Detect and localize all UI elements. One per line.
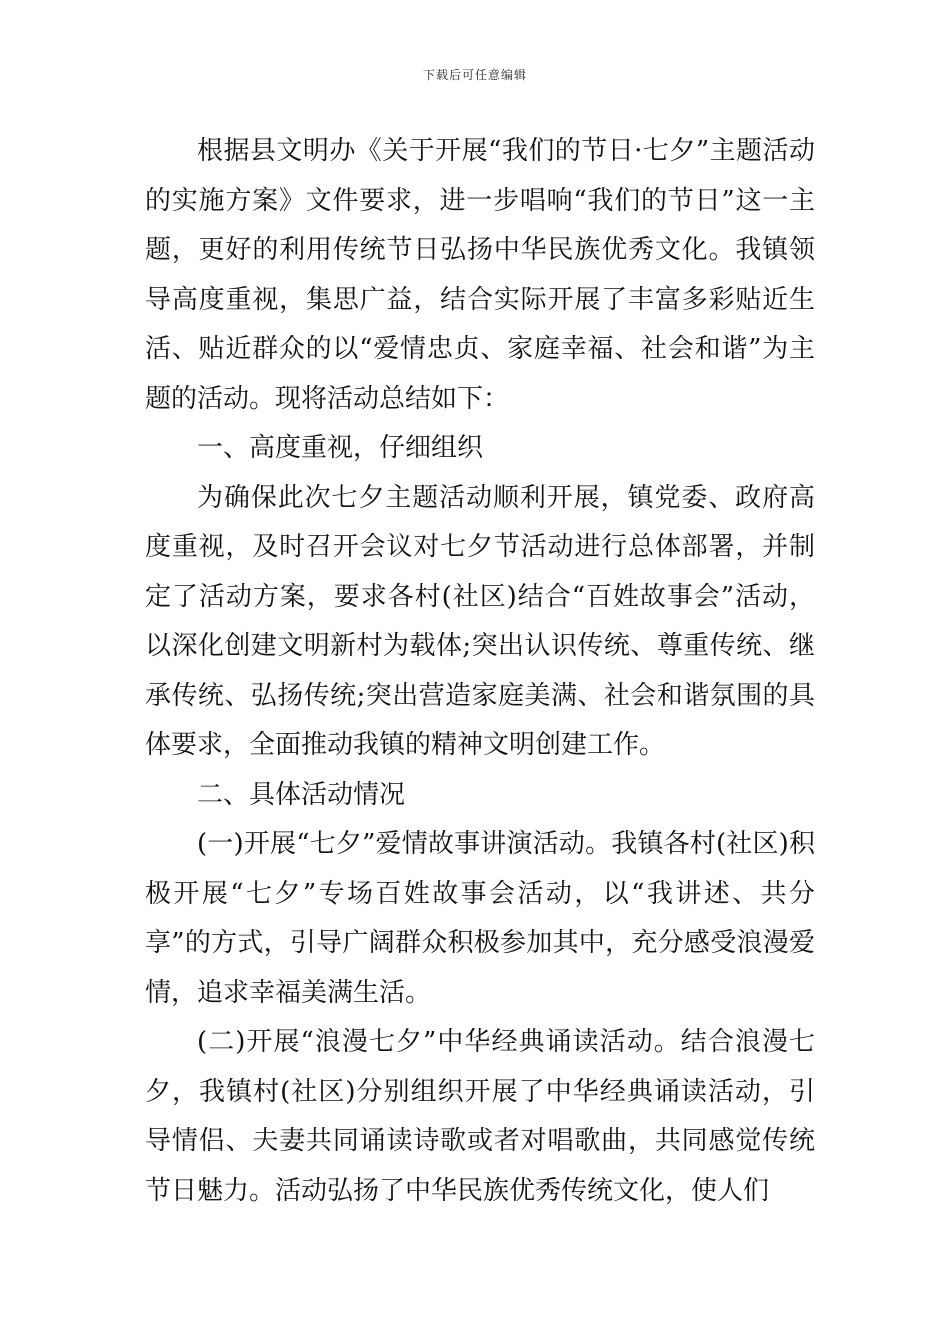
page-header-note: 下载后可任意编辑 [422, 68, 527, 82]
paragraph-intro: 根据县文明办《关于开展“我们的节日·七夕”主题活动的实施方案》文件要求，进一步唱响“我们的节日”这一主题，更好的利用传统节日弘扬中华民族优秀文化。我镇领导高度重视，集思广益，结合实际开展了丰富多彩贴近生活、贴近群众的以“爱情忠贞、家庭幸福、社会和谐”为主题的活动。现将活动总结如下： [145, 136, 815, 414]
section-heading-2: 二、具体活动情况 [197, 779, 406, 810]
paragraph-activity-1: (一)开展“七夕”爱情故事讲演活动。我镇各村(社区)积极开展“七夕”专场百姓故事会活动，以“我讲述、共分享”的方式，引导广阔群众积极参加其中，充分感受浪漫爱情，追求幸福美满生活。 [145, 829, 815, 1008]
document-body [145, 127, 815, 1216]
section-heading-1: 一、高度重视，仔细组织 [197, 433, 484, 463]
paragraph-activity-2: (二)开展“浪漫七夕”中华经典诵读活动。结合浪漫七夕，我镇村(社区)分别组织开展了中华经典诵读活动，引导情侣、夫妻共同诵读诗歌或者对唱歌曲，共同感觉传统节日魅力。活动弘扬了中华民族优秀传统文化，使人们 [145, 1027, 815, 1206]
paragraph-organization: 为确保此次七夕主题活动顺利开展，镇党委、政府高度重视，及时召开会议对七夕节活动进行总体部署，并制定了活动方案，要求各村(社区)结合“百姓故事会”活动，以深化创建文明新村为载体;突出认识传统、尊重传统、继承传统、弘扬传统;突出营造家庭美满、社会和谐氛围的具体要求，全面推动我镇的精神文明创建工作。 [145, 482, 815, 760]
